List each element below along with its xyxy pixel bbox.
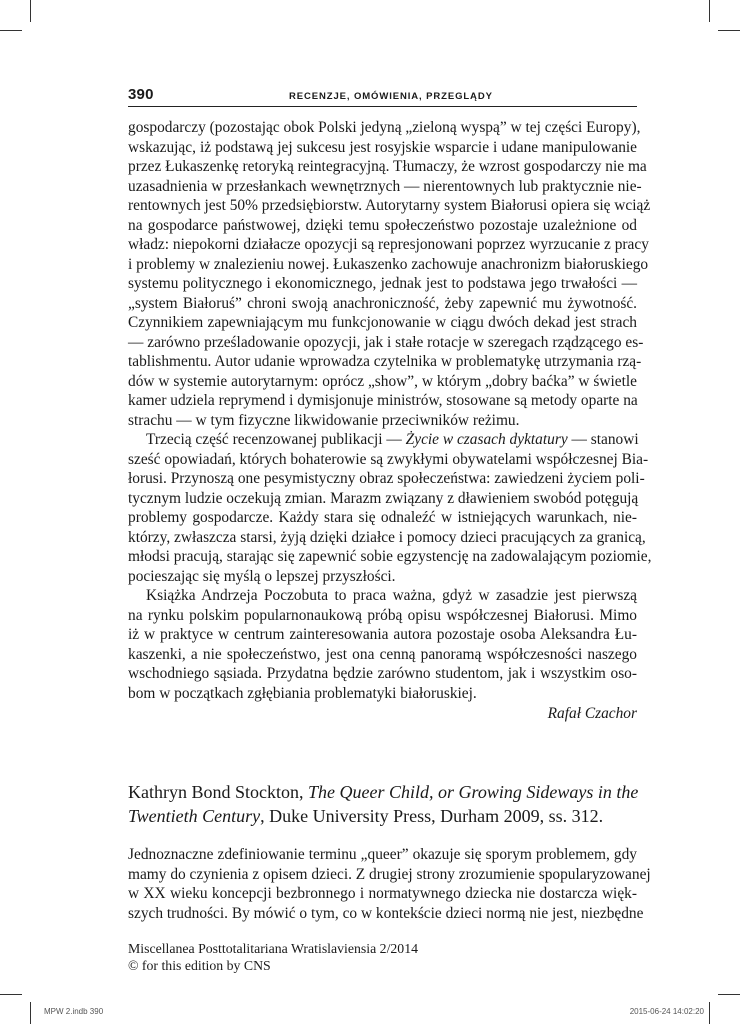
book-reference-line: [128, 805, 637, 829]
text-line: „system Białoruś” chroni swoją anachroniczność, żeby zapewnić mu żywotność.: [128, 294, 637, 312]
cited-title: Życie w czasach dyktatury: [405, 431, 568, 448]
footer: [128, 940, 528, 974]
text-line: dów w systemie autorytarnym: oprócz „show”, w którym „dobry baćka” w świetle: [128, 372, 637, 390]
text-line: w XX wieku koncepcji bezbronnego i normatywnego dziecka nie dostarcza więk-: [128, 885, 637, 902]
page-number: 390: [128, 86, 154, 103]
paragraph: [128, 586, 637, 703]
print-file-info: MPW 2.indb 390: [44, 1007, 104, 1016]
text-line: przez Łukaszenkę retoryką reintegracyjną. Tłumaczy, że wzrost gospodarczy nie ma: [128, 158, 647, 175]
journal-name: Miscellanea Posttotalitariana Wratislaviensia 2/2014: [128, 941, 418, 956]
crop-mark: [718, 30, 740, 31]
crop-mark: [0, 994, 22, 995]
text-line: Czynnikiem zapewniającym mu funkcjonowanie w ciągu dwóch dekad jest strach: [128, 314, 637, 331]
text-line: tablishmentu. Autor udanie wprowadza czytelnika w problematykę utrzymania rzą-: [128, 353, 642, 370]
book-publisher: , Duke University Press, Durham 2009, ss. 312.: [260, 805, 604, 826]
text-line: iż w praktyce w centrum zainteresowania autora pozostaje osoba Aleksandra Łu-: [128, 626, 637, 643]
book-author: Kathryn Bond Stockton,: [128, 782, 308, 802]
crop-mark: [30, 0, 31, 22]
text-line: sześć opowiadań, których bohaterowie są zwykłymi obywatelami współczesnej Bia-: [128, 450, 649, 468]
copyright-notice: © for this edition by CNS: [128, 958, 271, 973]
text-line: rentownych jest 50% przedsiębiorstw. Autorytarny system Białorusi opiera się wciąż: [128, 197, 651, 214]
text-line: i problemy w znalezieniu nowej. Łukaszenko zachowuje anachronizm białoruskiego: [128, 255, 649, 273]
text-line: wskazując, iż podstawą jej sukcesu jest rosyjskie wsparcie i udane manipulowanie: [128, 138, 637, 156]
running-head: [128, 88, 637, 107]
book-title: The Queer Child, or Growing Sideways in the: [308, 782, 639, 802]
text-run: — stanowi: [567, 431, 639, 448]
text-line: wschodniego sąsiada. Przydatna będzie zarówno studentom, jak i wszystkim oso-: [128, 665, 637, 682]
review-body: [128, 118, 652, 703]
text-line: Książka Andrzeja Poczobuta to praca ważna, gdyż w zasadzie jest pierwszą: [146, 587, 637, 604]
text-run: Trzecią część recenzowanej publikacji —: [146, 431, 406, 448]
text-line: — zarówno prześladowanie opozycji, jak i stałe rotacje w szeregach rządzącego es-: [128, 333, 644, 351]
text-line: systemu politycznego i ekonomicznego, jednak jest to podstawa jego trwałości —: [128, 275, 637, 292]
review-start: [128, 845, 651, 923]
crop-mark: [30, 1002, 31, 1024]
text-line: bom w początkach zgłębiania problematyki białoruskiej.: [128, 684, 477, 702]
paragraph: [128, 118, 651, 430]
text-line: gospodarczy (pozostając obok Polski jedyną „zieloną wyspą” w tej części Europy),: [128, 119, 641, 136]
text-line: [128, 430, 637, 450]
text-line: kamer udziela reprymend i dymisjonuje ministrów, stosowane są metody oparte na: [128, 392, 638, 409]
text-line: mamy do czynienia z opisem dzieci. Z drugiej strony zrozumienie spopularyzowanej: [128, 865, 651, 883]
text-line: tycznym ludzie oczekują zmian. Marazm związany z dławieniem swobód potęgują: [128, 489, 639, 507]
text-line: Jednoznaczne zdefiniowanie terminu „queer” okazuje się sporym problemem, gdy: [128, 846, 637, 863]
crop-mark: [709, 0, 710, 22]
book-title: Twentieth Century: [128, 805, 261, 826]
text-line: na gospodarce państwowej, dzięki temu społeczeństwo pozostaje uzależnione od: [128, 216, 637, 234]
book-reference: [128, 781, 637, 828]
crop-mark: [709, 1002, 710, 1024]
print-timestamp: 2015-06-24 14:02:20: [629, 1007, 704, 1016]
crop-mark: [0, 30, 22, 31]
book-reference-line: [128, 781, 637, 805]
crop-mark: [718, 994, 740, 995]
section-title: RECENZJE, OMÓWIENIA, PRZEGLĄDY: [289, 91, 493, 102]
text-line: kaszenki, a nie społeczeństwo, jest ona cenną panoramą współczesności naszego: [128, 645, 637, 663]
text-line: szych trudności. By mówić o tym, co w kontekście dzieci normą nie jest, niezbędne: [128, 904, 644, 922]
reviewer-signature: Rafał Czachor: [547, 705, 637, 722]
text-line: na rynku polskim popularnonaukową próbą opisu współczesnej Białorusi. Mimo: [128, 606, 637, 624]
text-line: młodsi pracują, starając się zapewnić sobie egzystencję na zadowalającym poziomie,: [128, 548, 652, 565]
text-line: uzasadnienia w przesłankach wewnętrznych — nierentownych lub praktycznie nie-: [128, 177, 642, 195]
text-line: strachu — w tym fizyczne likwidowanie przeciwników reżimu.: [128, 411, 520, 429]
text-line: którzy, zwłaszcza starsi, żyją dzięki działce i pomocy dzieci pracujących za granicą,: [128, 528, 646, 546]
text-line: pocieszając się myślą o lepszej przyszłości.: [128, 567, 396, 585]
text-line: łorusi. Przynoszą one pesymistyczny obraz społeczeństwa: zawiedzeni życiem poli-: [128, 470, 645, 487]
paragraph: [128, 430, 652, 586]
text-line: problemy gospodarcze. Każdy stara się odnaleźć w istniejących warunkach, nie-: [128, 509, 637, 526]
text-line: władz: niepokorni działacze opozycji są represjonowani poprzez wyrzucanie z pracy: [128, 236, 649, 253]
